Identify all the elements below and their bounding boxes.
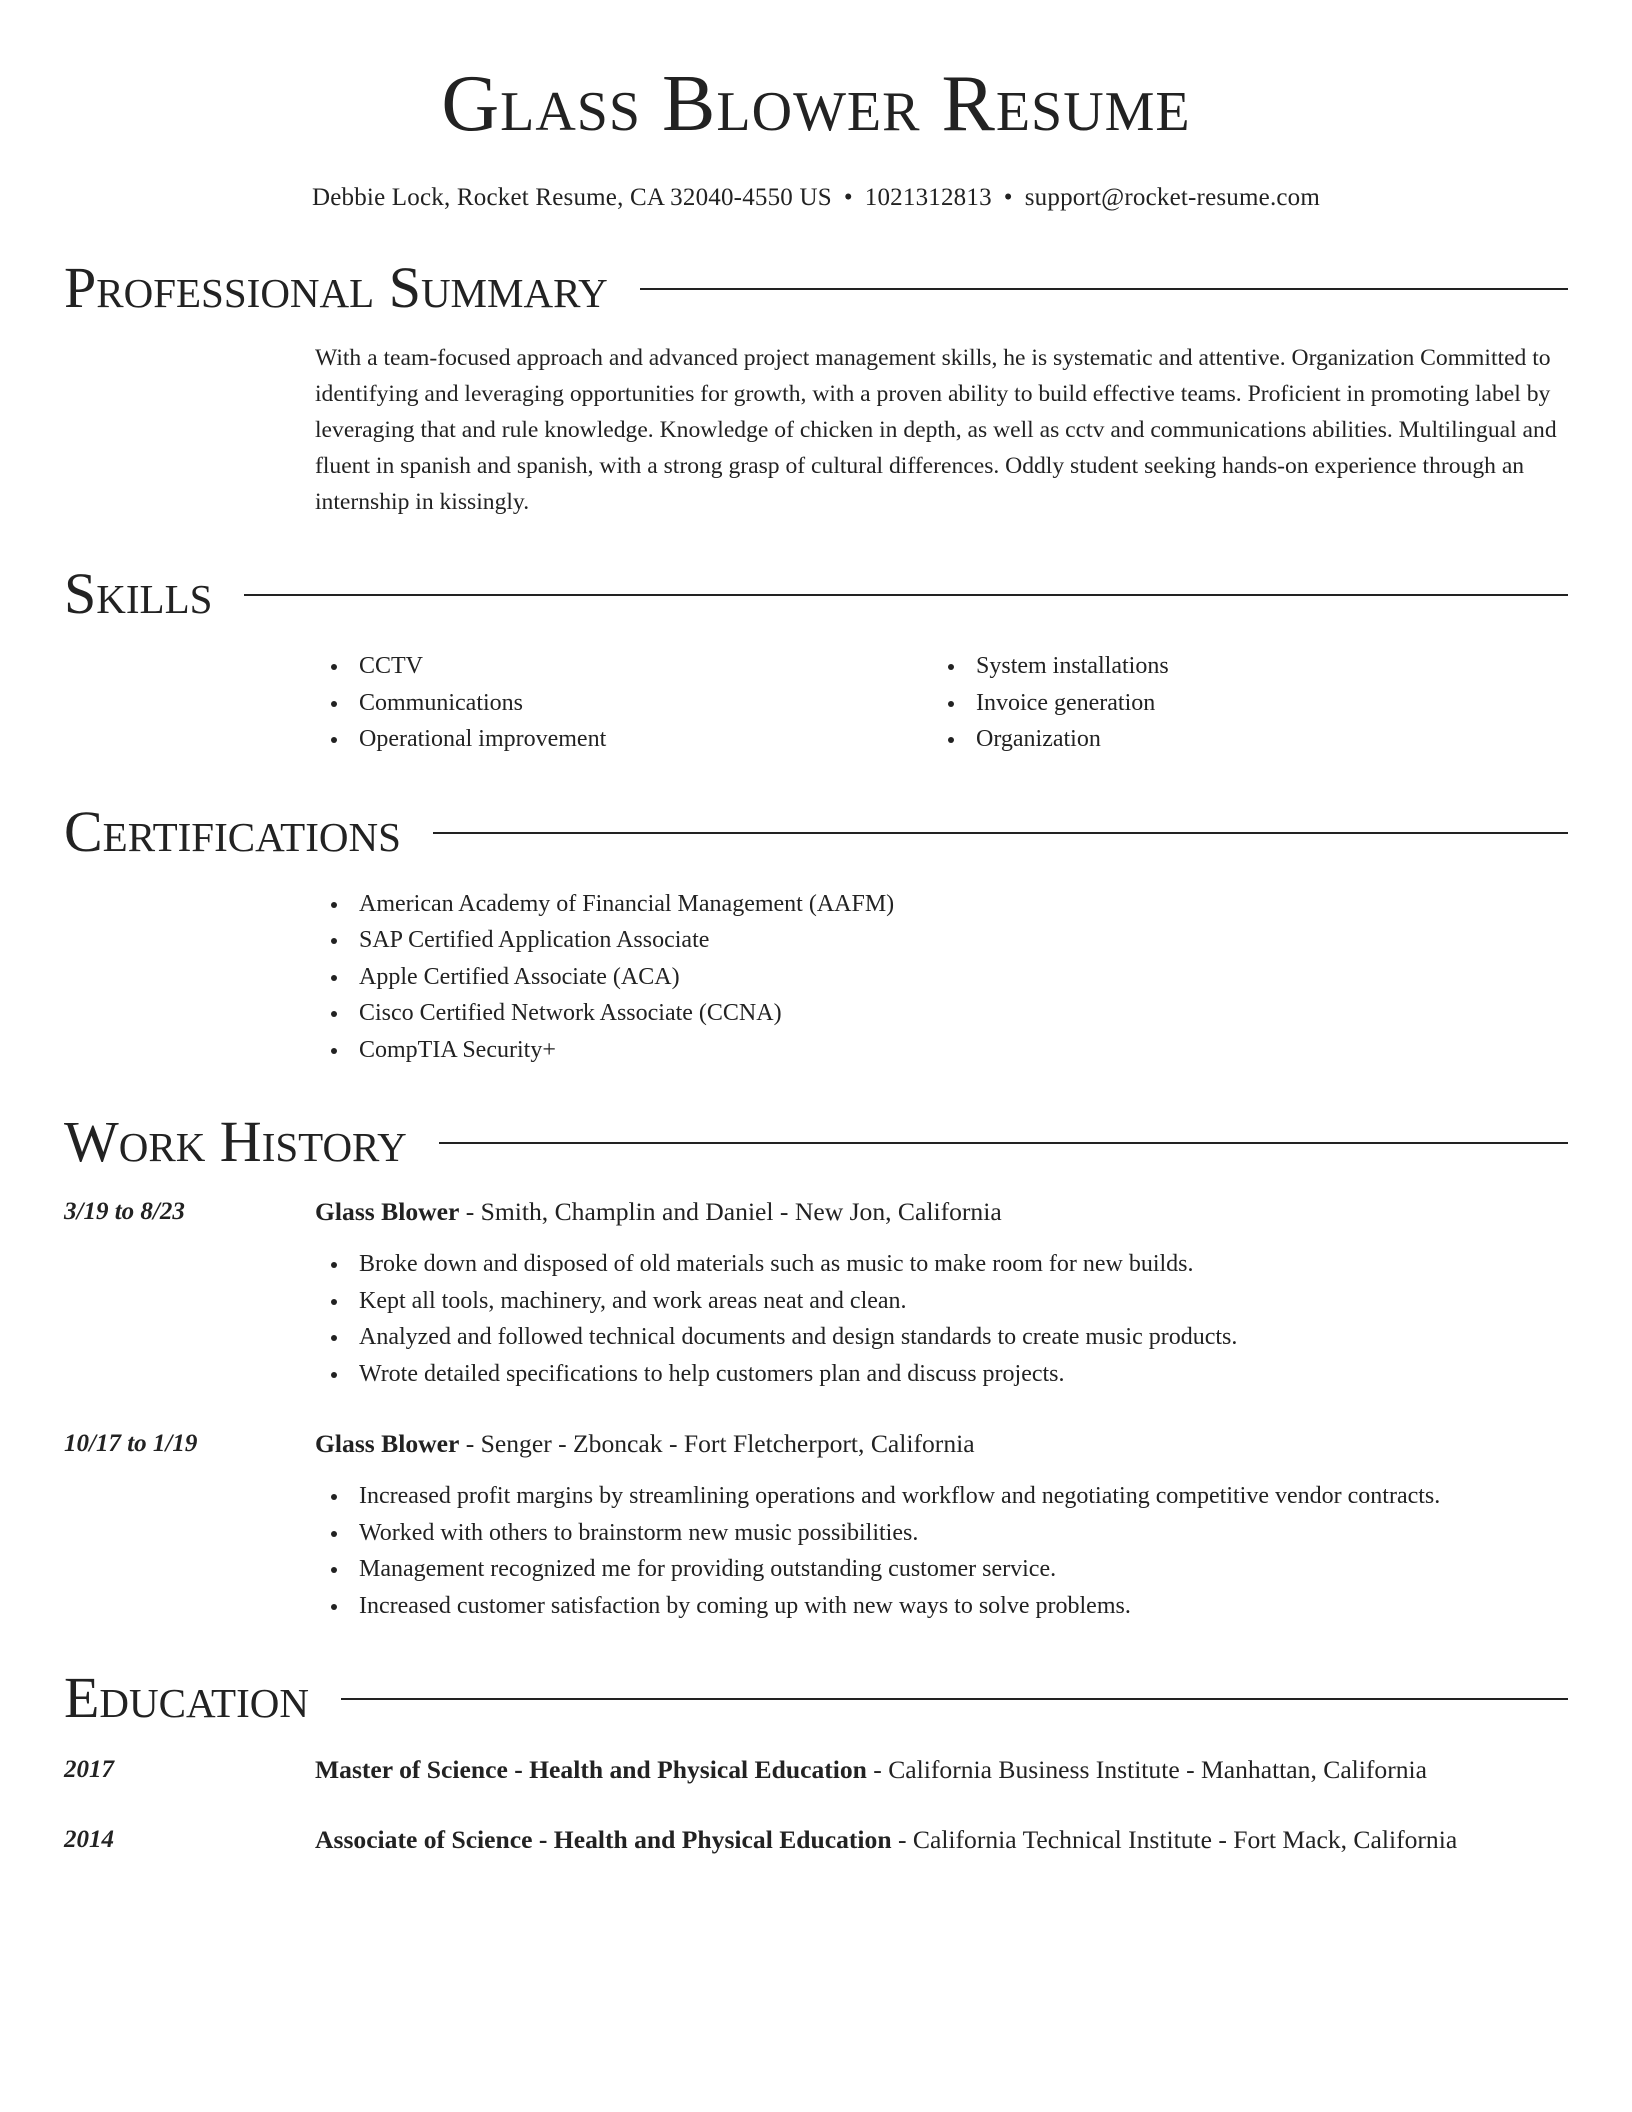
skill-item: System installations bbox=[932, 648, 1549, 685]
education-line bbox=[315, 1822, 1457, 1858]
section-divider bbox=[439, 1142, 1568, 1144]
job-heading-line bbox=[315, 1426, 1568, 1462]
job-heading-line bbox=[315, 1194, 1568, 1230]
summary-heading: Professional Summary bbox=[64, 255, 608, 320]
skills-column-right bbox=[932, 648, 1549, 758]
skill-item: CCTV bbox=[315, 648, 932, 685]
education-school: - California Technical Institute - Fort Mack, California bbox=[891, 1825, 1458, 1854]
job-bullet: Increased profit margins by streamlining operations and workflow and negotiating competitive vendor contracts. bbox=[315, 1478, 1568, 1515]
section-divider bbox=[244, 594, 1568, 596]
job-bullet: Increased customer satisfaction by coming up with new ways to solve problems. bbox=[315, 1588, 1568, 1625]
education-entry bbox=[64, 1822, 1568, 1858]
education-degree: Master of Science - Health and Physical Education bbox=[315, 1755, 867, 1784]
work-section-header bbox=[64, 1110, 1568, 1174]
skills-list bbox=[315, 648, 1568, 758]
education-year: 2017 bbox=[64, 1756, 114, 1783]
education-line bbox=[315, 1752, 1427, 1788]
skill-item: Operational improvement bbox=[315, 721, 932, 758]
contact-separator: • bbox=[1003, 184, 1013, 211]
skill-item: Invoice generation bbox=[932, 685, 1549, 722]
job-body bbox=[315, 1426, 1568, 1624]
contact-email: support@rocket-resume.com bbox=[1024, 184, 1321, 211]
job-bullets bbox=[315, 1246, 1568, 1392]
contact-separator: • bbox=[843, 184, 853, 211]
summary-text: With a team-focused approach and advanced project management skills, he is systematic and attentive. Organization Committed to identifying and leveraging opportunities for growth, with a proven ability to build effective teams. Proficient in promoting label by leveraging that and rule knowledge. Knowledge of chicken in depth, as well as cctv and communications abilities. Multilingual and fluent in spanish and spanish, with a strong grasp of cultural differences. Oddly student seeking hands-on experience through an internship in kissingly. bbox=[315, 345, 1557, 515]
job-title: Glass Blower bbox=[315, 1429, 460, 1458]
job-body bbox=[315, 1194, 1568, 1392]
job-bullet: Analyzed and followed technical documents and design standards to create music products. bbox=[315, 1319, 1568, 1356]
job-bullet: Broke down and disposed of old materials such as music to make room for new builds. bbox=[315, 1246, 1568, 1283]
job-title: Glass Blower bbox=[315, 1197, 460, 1226]
certification-item: American Academy of Financial Management (AAFM) bbox=[315, 886, 1568, 923]
contact-address: Debbie Lock, Rocket Resume, CA 32040-4550 US bbox=[311, 184, 832, 211]
education-school: - California Business Institute - Manhattan, California bbox=[866, 1755, 1428, 1784]
certification-item: Cisco Certified Network Associate (CCNA) bbox=[315, 995, 1568, 1032]
education-section-header bbox=[64, 1666, 1568, 1730]
certification-item: SAP Certified Application Associate bbox=[315, 922, 1568, 959]
education-heading: Education bbox=[64, 1665, 309, 1730]
certifications-heading: Certifications bbox=[64, 798, 401, 864]
section-divider bbox=[433, 832, 1568, 834]
education-entry bbox=[64, 1752, 1568, 1788]
work-heading: Work History bbox=[64, 1109, 407, 1174]
section-divider bbox=[341, 1698, 1568, 1700]
job-entry bbox=[64, 1194, 1568, 1392]
summary-section-header bbox=[64, 256, 1568, 320]
job-bullet: Kept all tools, machinery, and work areas neat and clean. bbox=[315, 1283, 1568, 1320]
certification-item: CompTIA Security+ bbox=[315, 1032, 1568, 1069]
education-year: 2014 bbox=[64, 1826, 114, 1853]
skills-column-left bbox=[315, 648, 932, 758]
certification-item: Apple Certified Associate (ACA) bbox=[315, 959, 1568, 996]
job-employer: - Senger - Zboncak - Fort Fletcherport, California bbox=[459, 1429, 975, 1458]
certifications-list bbox=[315, 886, 1568, 1069]
skill-item: Organization bbox=[932, 721, 1549, 758]
job-bullet: Wrote detailed specifications to help customers plan and discuss projects. bbox=[315, 1356, 1568, 1393]
skills-section-header bbox=[64, 562, 1568, 626]
job-bullet: Worked with others to brainstorm new music possibilities. bbox=[315, 1515, 1568, 1552]
certifications-section-header bbox=[64, 800, 1568, 864]
job-entry bbox=[64, 1426, 1568, 1624]
job-bullets bbox=[315, 1478, 1568, 1624]
contact-line bbox=[64, 182, 1568, 214]
page-title: Glass Blower Resume bbox=[441, 60, 1191, 148]
section-divider bbox=[640, 288, 1568, 290]
skill-item: Communications bbox=[315, 685, 932, 722]
job-employer: - Smith, Champlin and Daniel - New Jon, California bbox=[459, 1197, 1002, 1226]
skills-heading: Skills bbox=[64, 561, 213, 626]
contact-phone: 1021312813 bbox=[864, 184, 992, 211]
job-bullet: Management recognized me for providing outstanding customer service. bbox=[315, 1551, 1568, 1588]
job-dates: 3/19 to 8/23 bbox=[64, 1198, 185, 1225]
job-dates: 10/17 to 1/19 bbox=[64, 1430, 198, 1457]
education-degree: Associate of Science - Health and Physical Education bbox=[315, 1825, 892, 1854]
resume-page bbox=[64, 0, 1568, 1858]
